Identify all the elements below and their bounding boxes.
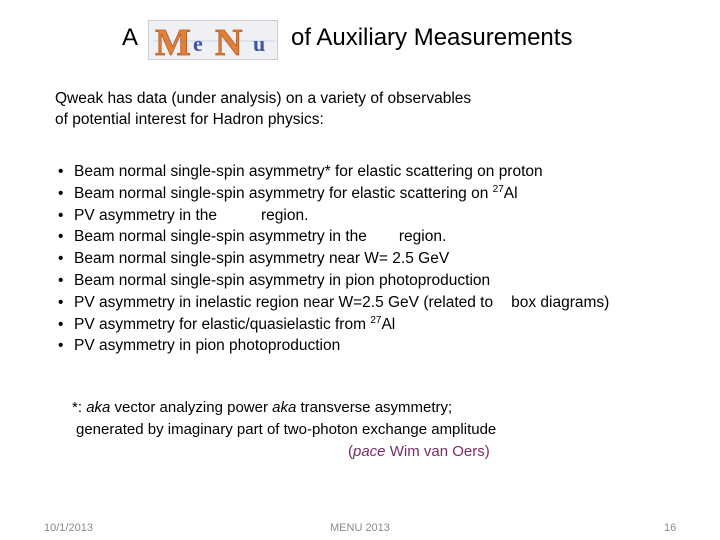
intro-line-1: Qweak has data (under analysis) on a variety of observables bbox=[55, 90, 472, 107]
svg-text:M: M bbox=[155, 22, 191, 60]
footer-date: 10/1/2013 bbox=[44, 522, 93, 534]
svg-text:N: N bbox=[215, 22, 243, 60]
measurement-list bbox=[58, 161, 698, 357]
menu-logo bbox=[148, 20, 278, 60]
footnote-credit: (pace Wim van Oers) bbox=[348, 443, 490, 460]
footnote bbox=[72, 397, 632, 463]
intro-paragraph bbox=[55, 88, 575, 130]
footer-conference: MENU 2013 bbox=[330, 522, 390, 534]
list-item: • PV asymmetry for elastic/quasielastic from $^{27}$Al bbox=[58, 314, 698, 336]
svg-text:e: e bbox=[193, 31, 203, 56]
list-item: • Beam normal single-spin asymmetry in the region. bbox=[58, 226, 698, 248]
list-item: • Beam normal single-spin asymmetry for elastic scattering on $^{27}$Al bbox=[58, 183, 698, 205]
slide-title bbox=[0, 20, 720, 60]
list-item: • Beam normal single-spin asymmetry* for elastic scattering on proton bbox=[58, 161, 698, 183]
list-item: • PV asymmetry in pion photoproduction bbox=[58, 335, 698, 357]
list-item: • Beam normal single-spin asymmetry in pion photoproduction bbox=[58, 270, 698, 292]
svg-text:u: u bbox=[253, 31, 266, 56]
footnote-line-1: *: aka vector analyzing power aka transverse asymmetry; bbox=[72, 399, 453, 416]
list-item: • PV asymmetry in the region. bbox=[58, 205, 698, 227]
list-item: • PV asymmetry in inelastic region near W=2.5 GeV (related to box diagrams) bbox=[58, 292, 698, 314]
page-number: 16 bbox=[664, 522, 677, 534]
title-text: of Auxiliary Measurements bbox=[291, 24, 573, 51]
list-item: • Beam normal single-spin asymmetry near W= 2.5 GeV bbox=[58, 248, 698, 270]
intro-line-2: of potential interest for Hadron physics: bbox=[55, 111, 324, 128]
footnote-line-2: generated by imaginary part of two-photon exchange amplitude bbox=[76, 421, 497, 438]
title-prefix: A bbox=[122, 24, 139, 51]
